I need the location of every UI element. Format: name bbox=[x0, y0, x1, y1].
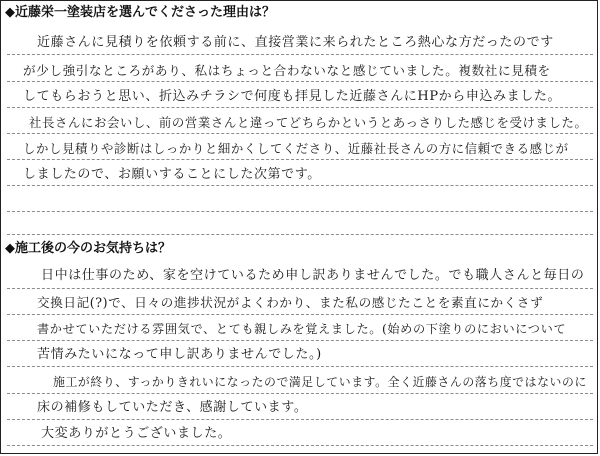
section-heading-feelings: ◆施工後の今のお気持ちは？ bbox=[5, 241, 171, 256]
ruled-line bbox=[7, 81, 593, 82]
handwritten-line: 床の補修もしていただき、感謝しています。 bbox=[37, 400, 308, 415]
handwritten-line: 近藤さんに見積りを依頼する前に、直接営業に来られたところ熱心な方だったのです bbox=[37, 35, 554, 50]
handwritten-line: しかし見積りや診断はしっかりと細かくしてくださり、近藤社長さんの方に信頼できる感じが bbox=[23, 141, 569, 156]
ruled-line bbox=[7, 445, 593, 446]
ruled-line bbox=[7, 234, 593, 235]
ruled-line bbox=[7, 211, 593, 212]
handwritten-line: 施工が終り、すっかりきれいになったので満足しています。全く近藤さんの落ち度ではないのに bbox=[53, 375, 587, 389]
ruled-line bbox=[7, 393, 593, 394]
ruled-line bbox=[7, 54, 593, 55]
ruled-line bbox=[7, 340, 593, 341]
handwritten-line: 苦情みたいになって申し訳ありませんでした。) bbox=[37, 347, 322, 362]
ruled-line bbox=[7, 185, 593, 186]
handwritten-line: しましたので、お願いすることにした次第です。 bbox=[23, 167, 321, 182]
handwritten-line: 大変ありがとうございました。 bbox=[41, 426, 232, 441]
ruled-line bbox=[7, 159, 593, 160]
ruled-line bbox=[7, 314, 593, 315]
ruled-line bbox=[7, 288, 593, 289]
handwritten-line: 社長さんにお会いし、前の営業さんと違ってどちらかというとあっさりした感じを受けました。 bbox=[29, 115, 588, 130]
ruled-line bbox=[7, 366, 593, 367]
handwritten-line: 交換日記(?)で、日々の進捗状況がよくわかり、また私の感じたことを素直にかくさず bbox=[37, 295, 544, 310]
ruled-line bbox=[7, 107, 593, 108]
handwritten-line: 日中は仕事のため、家を空けているため申し訳ありませんでした。でも職人さんと毎日の bbox=[41, 268, 585, 283]
handwritten-line: してもらおうと思い、折込みチラシで何度も拝見した近藤さんにHPから申込みました。 bbox=[23, 89, 562, 104]
handwritten-line: 書かせていただける雰囲気で、とても親しみを覚えました。(始めの下塗りのにおいについて bbox=[37, 322, 567, 336]
handwritten-line: が少し強引なところがあり、私はちょっと合わないなと感じていました。複数社に見積を bbox=[23, 63, 551, 78]
ruled-line bbox=[7, 133, 593, 134]
section-heading-reason: ◆近藤栄一塗装店を選んでくださった理由は？ bbox=[5, 5, 275, 20]
ruled-line bbox=[7, 419, 593, 420]
